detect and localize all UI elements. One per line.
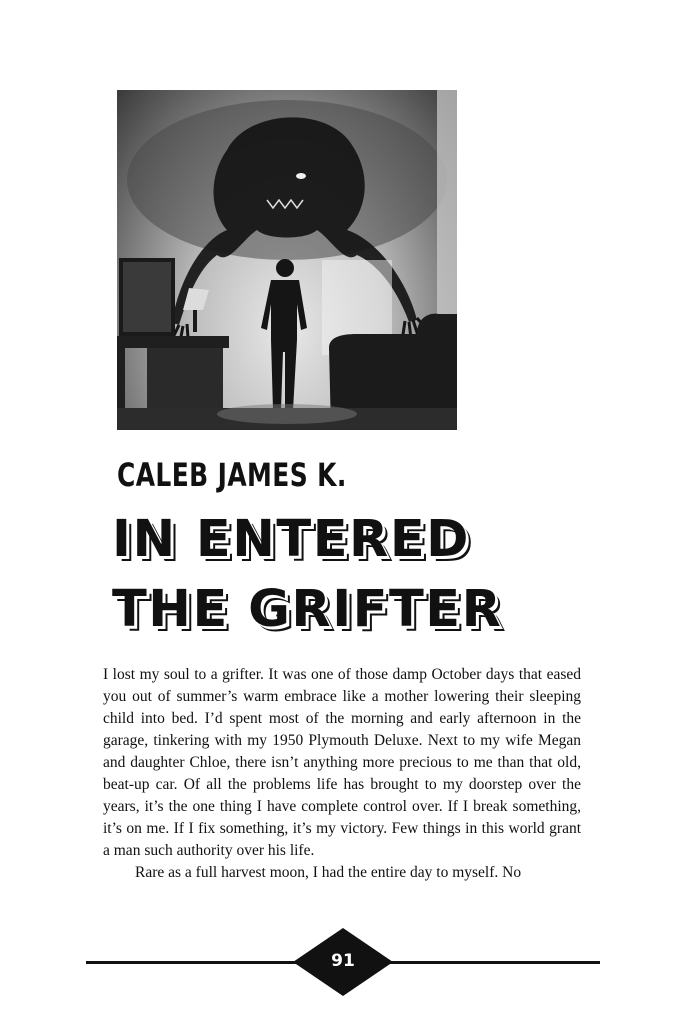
- paragraph: Rare as a full harvest moon, I had the entire day to myself. No: [135, 864, 522, 881]
- creature-eye: [296, 173, 306, 179]
- man-head: [276, 259, 294, 277]
- page-number: 91: [331, 951, 355, 971]
- desk: [117, 336, 229, 348]
- paragraph: I lost my soul to a grifter. It was one of those damp October days that eased you out of summer’s warm embrace like a mother lowering their sleeping child into bed. I’d spent most of the morning and early afternoon in the garage, tinkering with my 1950 Plymouth Deluxe. Next to my wife Megan and daughter Chloe, there isn’t anything more precious to me than that old, beat-up car. Of all the problems life has brought to my doorstep over the years, it’s the one thing I have complete control over. If I break something, it’s on me. If I fix something, it’s my victory. Few things in this world grant a man such authority over his life.: [103, 666, 581, 859]
- author-name: CALEB JAMES K.: [117, 456, 347, 494]
- man-body: [261, 280, 307, 410]
- shadow-creature-illustration: [117, 90, 457, 430]
- chapter-illustration: [117, 90, 457, 430]
- story-title-line-2: THE GRIFTER: [112, 580, 503, 639]
- story-body: [103, 664, 581, 884]
- story-title-line-1: IN ENTERED: [112, 510, 471, 569]
